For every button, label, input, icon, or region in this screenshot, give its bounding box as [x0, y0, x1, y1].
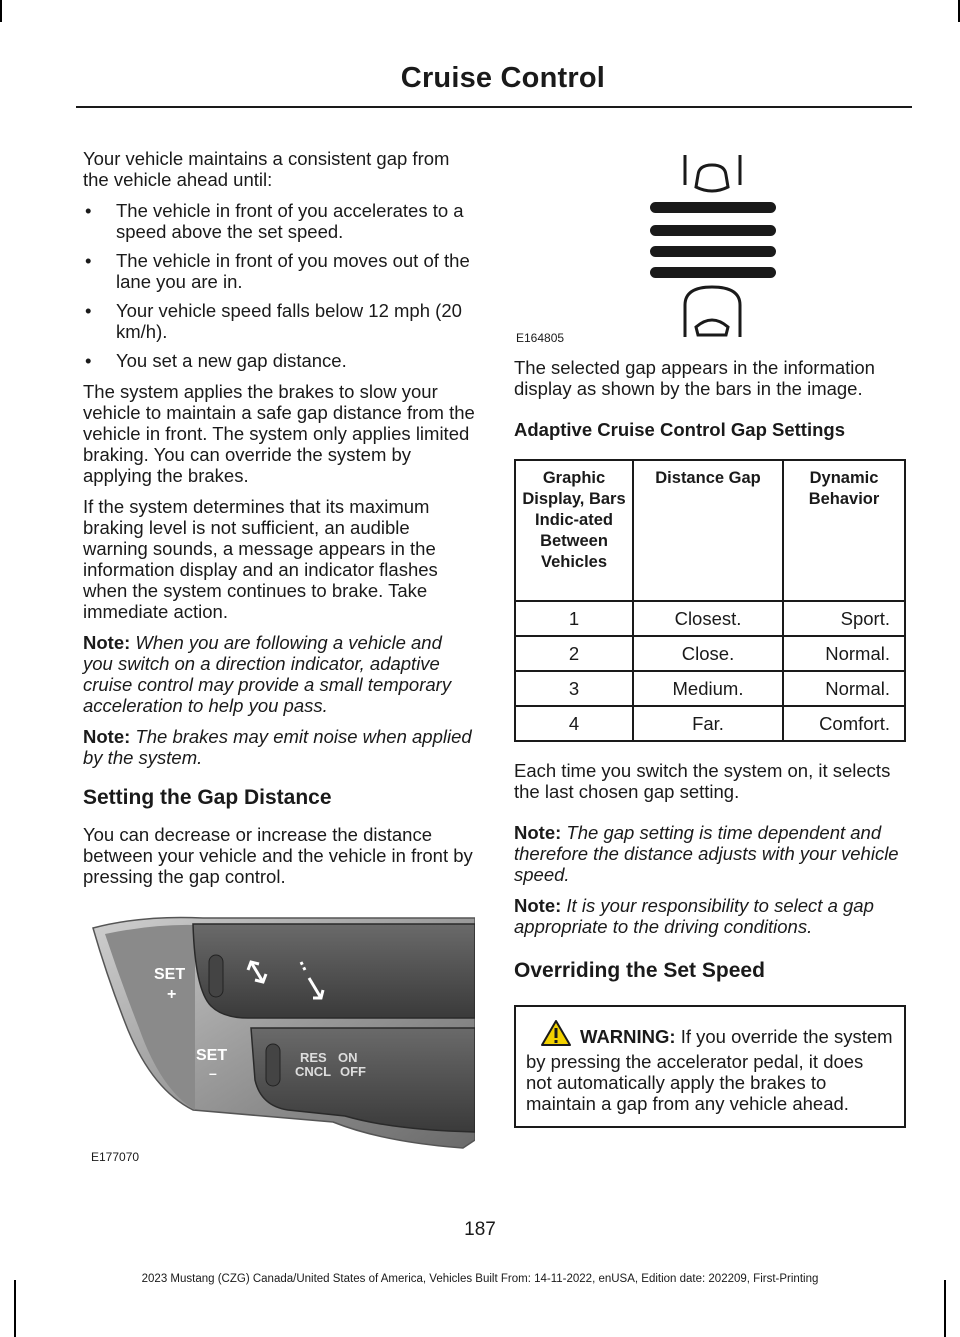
warning-paragraph — [526, 1019, 894, 1114]
table-cell: 4 — [515, 706, 633, 741]
table-row — [515, 671, 905, 706]
note-label: Note: — [83, 632, 131, 653]
list-item: • The vehicle in front of you moves out of the lane you are in. — [83, 250, 475, 292]
crop-mark-top-left — [0, 0, 2, 22]
list-item: • The vehicle in front of you accelerates to a speed above the set speed. — [83, 200, 475, 242]
table-cell: Comfort. — [783, 706, 905, 741]
table-row — [515, 636, 905, 671]
page-title: Cruise Control — [400, 62, 605, 94]
steering-controls-image — [83, 910, 475, 1170]
section-heading-overriding: Overriding the Set Speed — [514, 959, 765, 982]
note-text: The gap setting is time dependent and therefore the distance adjusts with your vehicle speed. — [514, 822, 899, 885]
table-cell: Medium. — [633, 671, 783, 706]
figure-label-set-plus: SET — [154, 966, 186, 983]
gap-bars-image — [514, 145, 906, 345]
gap-display-illustration — [514, 145, 906, 345]
gap-control-illustration — [83, 910, 475, 1170]
right-column — [514, 357, 906, 1128]
note-label: Note: — [514, 822, 562, 843]
own-vehicle-icon — [685, 287, 740, 337]
figure-code: E164805 — [516, 331, 565, 345]
warning-paragraph: If the system determines that its maximum braking level is not sufficient, an audible warning sounds, a message appears in the information display and an indicator flashes when the system continues to brake. Take immediate action. — [83, 496, 438, 622]
note-brake-noise — [83, 726, 475, 768]
warning-label: WARNING: — [580, 1026, 676, 1047]
figure-label-cncl: CNCL — [295, 1064, 332, 1079]
lead-vehicle-icon — [685, 155, 740, 191]
figure-label-minus: – — [209, 1065, 217, 1081]
note-direction-indicator — [83, 632, 475, 716]
table-cell: Normal. — [783, 636, 905, 671]
note-label: Note: — [83, 726, 131, 747]
table-cell: Close. — [633, 636, 783, 671]
table-title: Adaptive Cruise Control Gap Settings — [514, 419, 845, 440]
figure-code: E177070 — [91, 1150, 140, 1164]
column-header-distance-gap: Distance Gap — [633, 460, 783, 601]
table-cell: Sport. — [783, 601, 905, 636]
table-row — [515, 706, 905, 741]
last-gap-paragraph: Each time you switch the system on, it selects the last chosen gap setting. — [514, 760, 891, 802]
warning-triangle-icon — [540, 1019, 572, 1051]
figure-label-off: OFF — [340, 1064, 366, 1079]
intro-paragraph: Your vehicle maintains a consistent gap from the vehicle ahead until: — [83, 148, 450, 190]
table-cell: 2 — [515, 636, 633, 671]
note-label: Note: — [514, 895, 562, 916]
gap-conditions-list — [83, 200, 475, 371]
note-time-dependent — [514, 822, 906, 885]
note-text: When you are following a vehicle and you switch on a direction indicator, adaptive cruise control may provide a small temporary acceleration to help you pass. — [83, 632, 452, 716]
table-cell: Normal. — [783, 671, 905, 706]
list-item: • You set a new gap distance. — [83, 350, 475, 371]
crop-mark-bottom-right — [944, 1280, 946, 1337]
figure-label-res: RES — [300, 1050, 327, 1065]
page-number: 187 — [464, 1219, 496, 1240]
crop-mark-bottom-left — [14, 1280, 16, 1337]
gap-settings-table — [514, 459, 906, 742]
warning-box — [514, 1005, 906, 1128]
section-heading-gap-distance: Setting the Gap Distance — [83, 786, 332, 809]
table-cell: 3 — [515, 671, 633, 706]
column-header-dynamic-behavior: Dynamic Behavior — [783, 460, 905, 601]
list-item: • Your vehicle speed falls below 12 mph (20 km/h). — [83, 300, 475, 342]
figure-label-plus: + — [167, 986, 177, 1003]
table-cell: Far. — [633, 706, 783, 741]
table-header-row — [515, 460, 905, 601]
left-column — [83, 148, 475, 897]
braking-paragraph: The system applies the brakes to slow your vehicle to maintain a safe gap distance from the vehicle in front. The system only applies limited braking. You can override the system by applying the brakes. — [83, 381, 475, 486]
gap-bars-icon — [650, 202, 776, 278]
note-text: It is your responsibility to select a gap appropriate to the driving conditions. — [514, 895, 874, 937]
note-text: The brakes may emit noise when applied by the system. — [83, 726, 472, 768]
gap-caption: The selected gap appears in the information display as shown by the bars in the image. — [514, 357, 875, 399]
note-responsibility — [514, 895, 906, 937]
table-row — [515, 601, 905, 636]
figure-label-set-minus: SET — [196, 1047, 228, 1064]
table-cell: Closest. — [633, 601, 783, 636]
column-header-graphic-display: Graphic Display, Bars Indic-ated Between Vehicles — [515, 460, 633, 601]
edition-footer: 2023 Mustang (CZG) Canada/United States of America, Vehicles Built From: 14-11-2022, enUSA, Edition date: 202209, First-Printing — [141, 1273, 819, 1285]
header-divider — [76, 106, 912, 108]
gap-control-paragraph: You can decrease or increase the distance between your vehicle and the vehicle in front by pressing the gap control. — [83, 824, 473, 887]
figure-label-on: ON — [338, 1050, 358, 1065]
table-cell: 1 — [515, 601, 633, 636]
warning-text: If you override the system by pressing the accelerator pedal, it does not automatically apply the brakes to maintain a gap from any vehicle ahead. — [526, 1026, 893, 1114]
